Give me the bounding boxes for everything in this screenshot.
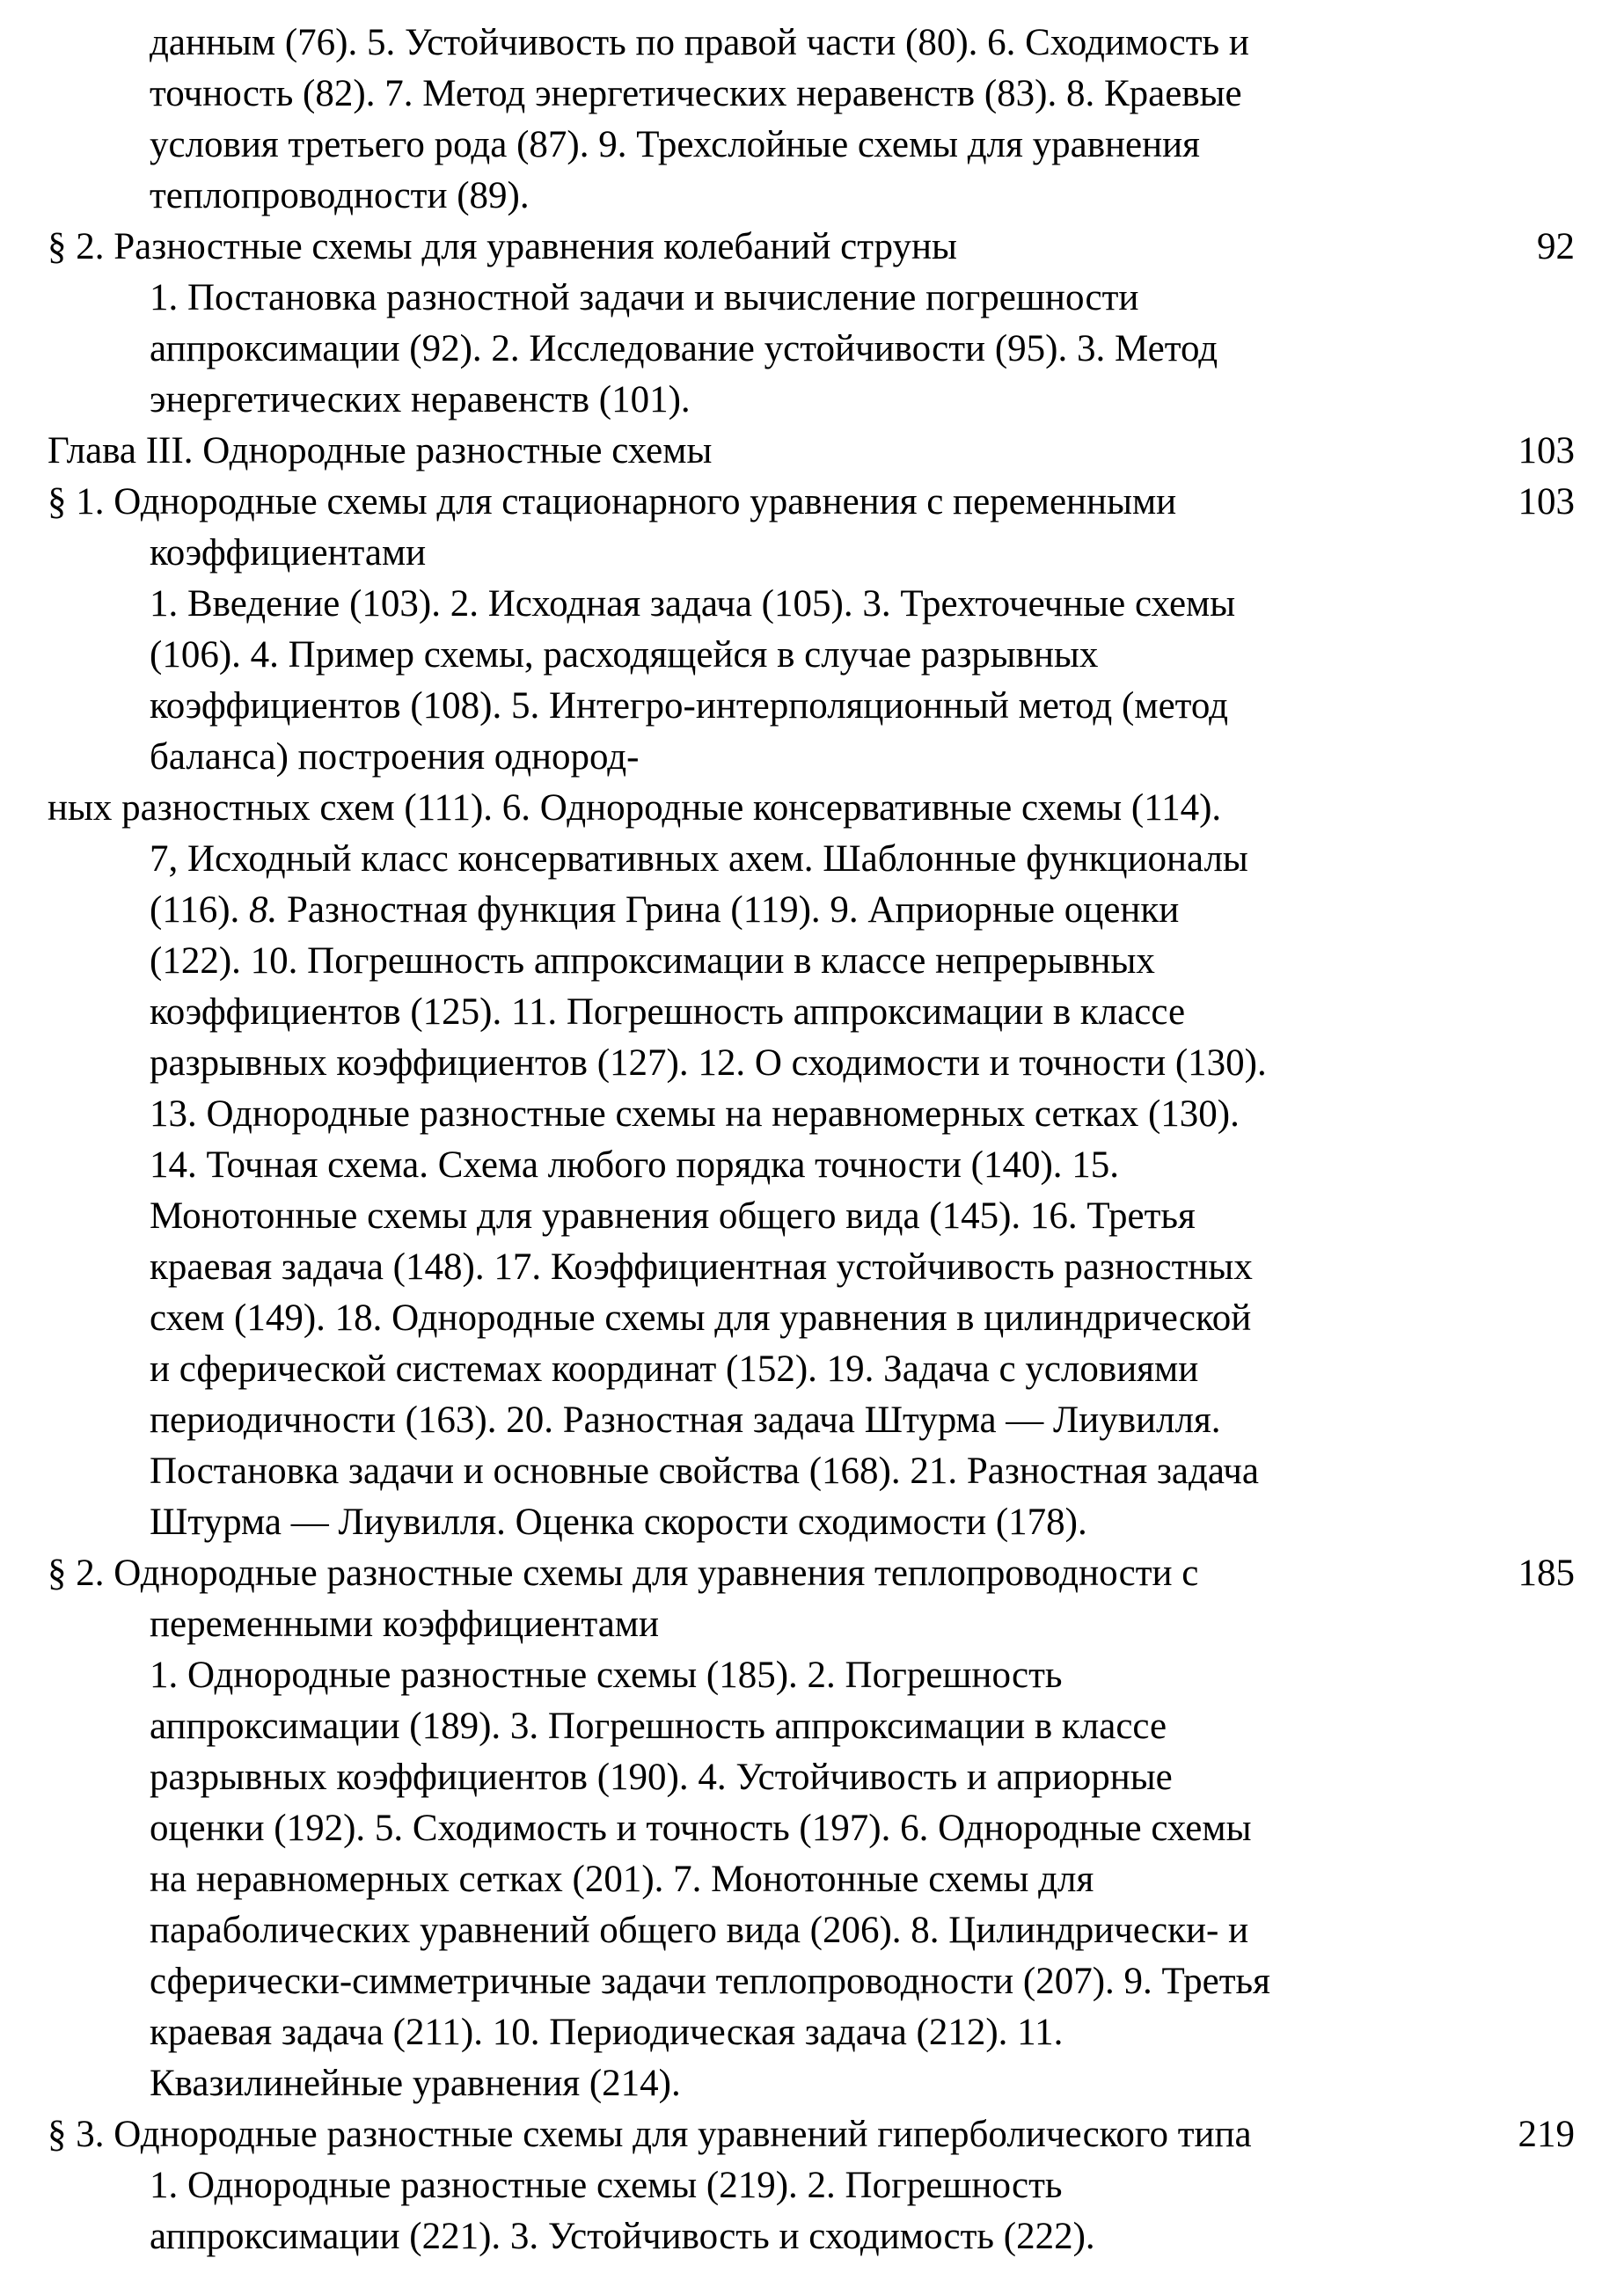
toc-line [0, 987, 1624, 1038]
toc-line [0, 1140, 1624, 1191]
toc-line [0, 2211, 1624, 2262]
toc-line [0, 2160, 1624, 2211]
toc-line-text: баланса) построения однород- [150, 736, 640, 778]
toc-line-text: схем (149). 18. Однородные схемы для уравнения в цилиндрической [150, 1297, 1252, 1339]
toc-line-text: разрывных коэффициентов (190). 4. Устойчивость и априорные [150, 1757, 1173, 1798]
toc-line [0, 1803, 1624, 1854]
toc-line-text: 1. Однородные разностные схемы (219). 2. Погрешность [150, 2165, 1063, 2206]
toc-line [0, 1038, 1624, 1089]
toc-line [0, 2007, 1624, 2058]
toc-entry-section [0, 1548, 1624, 1599]
toc-line-text: оценки (192). 5. Сходимость и точность (197). 6. Однородные схемы [150, 1808, 1252, 1849]
toc-entry-title: Глава III. Однородные разностные схемы [48, 430, 713, 471]
toc-line [0, 1089, 1624, 1140]
toc-line [0, 1242, 1624, 1293]
toc-line [0, 1650, 1624, 1701]
toc-line-text: 7, Исходный класс консервативных ахем. Шаблонные функционалы [150, 838, 1248, 880]
toc-page-number: 103 [1518, 430, 1575, 471]
toc-line-text: коэффициентов (108). 5. Интегро-интерполяционный метод (метод [150, 685, 1229, 727]
toc-line-text: краевая задача (148). 17. Коэффициентная устойчивость разностных [150, 1246, 1253, 1288]
toc-line-text: на неравномерных сетках (201). 7. Монотонные схемы для [150, 1859, 1094, 1900]
toc-page-number: 103 [1518, 481, 1575, 522]
toc-line-text: энергетических неравенств (101). [150, 379, 691, 420]
toc-page-number: 185 [1518, 1553, 1575, 1594]
toc-line-text: (122). 10. Погрешность аппроксимации в классе непрерывных [150, 940, 1155, 982]
toc-entry-section [0, 2109, 1624, 2160]
toc-line-text: и сферической системах координат (152). 19. Задача с условиями [150, 1348, 1199, 1390]
toc-line [0, 630, 1624, 681]
toc-line [0, 732, 1624, 783]
toc-line [0, 1191, 1624, 1242]
toc-line-text: разрывных коэффициентов (127). 12. О сходимости и точности (130). [150, 1042, 1267, 1084]
toc-line-text [150, 885, 1179, 936]
toc-line-text: 1. Однородные разностные схемы (185). 2. Погрешность [150, 1655, 1063, 1696]
toc-line [0, 783, 1624, 834]
toc-line [0, 2058, 1624, 2109]
toc-line [0, 273, 1624, 324]
toc-line-text: аппроксимации (189). 3. Погрешность аппроксимации в классе [150, 1706, 1167, 1747]
toc-line-text: Монотонные схемы для уравнения общего вида (145). 16. Третья [150, 1195, 1196, 1237]
toc-line-text: точность (82). 7. Метод энергетических неравенств (83). 8. Краевые [150, 73, 1242, 114]
toc-line [0, 1905, 1624, 1956]
toc-line [0, 1395, 1624, 1446]
toc-line-text: коэффициентов (125). 11. Погрешность аппроксимации в классе [150, 991, 1186, 1033]
toc-line [0, 1497, 1624, 1548]
toc-line [0, 1854, 1624, 1905]
toc-entry-title: § 3. Однородные разностные схемы для уравнений гиперболического типа [48, 2114, 1252, 2155]
toc-line [0, 834, 1624, 885]
toc-line [0, 1344, 1624, 1395]
toc-line [0, 18, 1624, 69]
toc-line-text: 13. Однородные разностные схемы на неравномерных сетках (130). [150, 1093, 1240, 1135]
toc-line-text-part: (116). [150, 889, 250, 931]
toc-line [0, 885, 1624, 936]
toc-line [0, 579, 1624, 630]
toc-line-text: условия третьего рода (87). 9. Трехслойные схемы для уравнения [150, 124, 1200, 165]
toc-line [0, 1701, 1624, 1752]
toc-entry-title: § 2. Однородные разностные схемы для уравнения теплопроводности с [48, 1553, 1199, 1594]
toc-line-text-part: Разностная функция Грина (119). 9. Априорные оценки [277, 889, 1180, 931]
toc-line-text: 1. Постановка разностной задачи и вычисление погрешности [150, 277, 1139, 318]
toc-line [0, 120, 1624, 171]
toc-line-text: Штурма — Лиувилля. Оценка скорости сходимости (178). [150, 1502, 1087, 1543]
toc-line [0, 1752, 1624, 1803]
toc-line-text: данным (76). 5. Устойчивость по правой части (80). 6. Сходимость и [150, 22, 1249, 63]
toc-line-text: параболических уравнений общего вида (206). 8. Цилиндрически- и [150, 1910, 1249, 1951]
toc-entry-title: § 1. Однородные схемы для стационарного уравнения с переменными [48, 481, 1177, 522]
toc-line-text: (106). 4. Пример схемы, расходящейся в случае разрывных [150, 634, 1099, 676]
toc-line-text: теплопроводности (89). [150, 175, 530, 216]
toc-line-italic-number: 8. [249, 889, 278, 931]
toc-page-number: 219 [1518, 2114, 1575, 2155]
toc-line-text: 1. Введение (103). 2. Исходная задача (105). 3. Трехточечные схемы [150, 583, 1236, 625]
toc-line [0, 324, 1624, 375]
toc-line [0, 171, 1624, 222]
toc-entry-title: § 2. Разностные схемы для уравнения колебаний струны [48, 226, 957, 267]
toc-line [0, 1956, 1624, 2007]
toc-line-text: ных разностных схем (111). 6. Однородные консервативные схемы (114). [48, 787, 1222, 829]
toc-entry-section [0, 477, 1624, 528]
toc-line-text: 14. Точная схема. Схема любого порядка точности (140). 15. [150, 1144, 1120, 1186]
toc-line-text: Постановка задачи и основные свойства (168). 21. Разностная задача [150, 1451, 1259, 1492]
toc-line-text: коэффициентами [150, 532, 427, 574]
toc-line-text: переменными коэффициентами [150, 1604, 660, 1645]
toc-line-text: периодичности (163). 20. Разностная задача Штурма — Лиувилля. [150, 1399, 1221, 1441]
toc-line-text: сферически-симметричные задачи теплопроводности (207). 9. Третья [150, 1961, 1270, 2002]
toc-page-number: 92 [1537, 226, 1575, 267]
toc-line [0, 681, 1624, 732]
toc-line [0, 69, 1624, 120]
toc-line-text: краевая задача (211). 10. Периодическая задача (212). 11. [150, 2012, 1064, 2053]
toc-line-text: аппроксимации (92). 2. Исследование устойчивости (95). 3. Метод [150, 328, 1218, 369]
toc-line-text: аппроксимации (221). 3. Устойчивость и сходимость (222). [150, 2216, 1095, 2257]
toc-line-text: Квазилинейные уравнения (214). [150, 2063, 681, 2104]
toc-entry-section [0, 222, 1624, 273]
toc-line [0, 1446, 1624, 1497]
toc-entry-chapter [0, 426, 1624, 477]
toc-line [0, 375, 1624, 426]
toc-line [0, 1599, 1624, 1650]
toc-line [0, 1293, 1624, 1344]
toc-line [0, 528, 1624, 579]
toc-line [0, 936, 1624, 987]
